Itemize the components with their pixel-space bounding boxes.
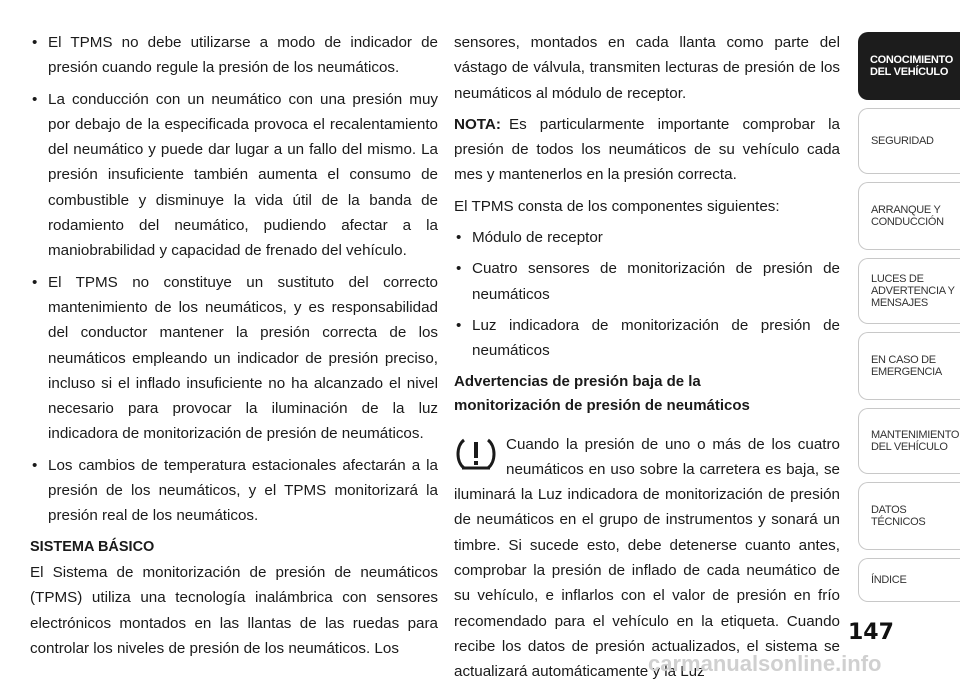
- tab-arranque-y-conduccion[interactable]: ARRANQUE Y CONDUCCIÓN: [858, 182, 960, 250]
- tab-luces-de-advertencia[interactable]: LUCES DE ADVERTENCIA Y MENSAJES: [858, 258, 960, 324]
- list-item: • El TPMS no debe utilizarse a modo de indicador de presión cuando regule la presión de los neumáticos.: [30, 30, 438, 81]
- tpms-warning-icon: [454, 434, 498, 474]
- watermark: carmanualsonline.info: [648, 651, 882, 676]
- warnings-title-line1: Advertencias de presión baja de la: [454, 372, 701, 390]
- list-item: • Luz indicadora de monitorización de presión de neumáticos: [454, 313, 840, 364]
- components-intro: El TPMS consta de los componentes siguientes:: [454, 197, 780, 215]
- warnings-title-line2: monitorización de presión de neumáticos: [454, 396, 750, 414]
- warnings-paragraph: Cuando la presión de uno o más de los cuatro neumáticos en uso sobre la carretera es baja, se iluminará la Luz indicadora de monitorización de presión de neumáticos en el grupo de instrumentos y sonará un timbre. Si sucede esto, debe detenerse cuanto antes, comprobar la presión de inflado de cada neumático de su vehículo, e inflarlos con el valor de presión en frío recomendado para el vehículo en la etiqueta. Cuando recibe los datos de presión actualizados, el sistema se actualizará automáticamente y la Luz: [454, 435, 840, 681]
- list-item: • Los cambios de temperatura estacionales afectarán a la presión de los neumáticos, y el TPMS monitorizará la presión real de los neumáticos.: [30, 453, 438, 529]
- section-paragraph: El Sistema de monitorización de presión de neumáticos (TPMS) utiliza una tecnología inalámbrica con sensores electrónicos montados en las llantas de las ruedas para controlar los niveles de presión de los neumáticos. Los: [30, 563, 438, 657]
- continued-paragraph: sensores, montados en cada llanta como parte del vástago de válvula, transmiten lecturas de presión de los neumáticos al módulo de receptor.: [454, 34, 840, 102]
- tab-datos-tecnicos[interactable]: DATOS TÉCNICOS: [858, 482, 960, 550]
- tab-mantenimiento-del-vehiculo[interactable]: MANTENIMIENTO DEL VEHÍCULO: [858, 408, 960, 474]
- list-item: • Módulo de receptor: [454, 225, 840, 250]
- list-item: • La conducción con un neumático con una presión muy por debajo de la especificada provoca el recalentamiento del neumático y puede dar lugar a un fallo del mismo. La presión insuficiente también aumenta el consumo de combustible y disminuye la vida útil de la banda de rodamiento del neumático, pudiendo afectar a la maniobrabilidad y capacidad de frenado del vehículo.: [30, 87, 438, 264]
- tpms-notes-list: [30, 30, 438, 529]
- list-item: • Cuatro sensores de monitorización de presión de neumáticos: [454, 256, 840, 307]
- left-column: [30, 30, 438, 667]
- nota-paragraph: [454, 112, 840, 188]
- list-item: • El TPMS no constituye un sustituto del correcto mantenimiento de los neumáticos, y es responsabilidad del conductor mantener la presión correcta de los neumáticos empleando un indicador de presión preciso, incluso si el inflado insuficiente no ha alcanzado el nivel necesario para provocar la iluminación de la luz indicadora de monitorización de presión de neumáticos.: [30, 270, 438, 447]
- warnings-block: [454, 432, 840, 685]
- right-column: [454, 30, 840, 691]
- tab-seguridad[interactable]: SEGURIDAD: [858, 108, 960, 174]
- tab-en-caso-de-emergencia[interactable]: EN CASO DE EMERGENCIA: [858, 332, 960, 400]
- section-title-sistema-basico: SISTEMA BÁSICO: [30, 538, 155, 555]
- tab-conocimiento-del-vehiculo[interactable]: CONOCIMIENTO DEL VEHÍCULO: [858, 32, 960, 100]
- tab-indice[interactable]: ÍNDICE: [858, 558, 960, 602]
- components-list: [454, 225, 840, 363]
- nota-label: NOTA:: [454, 115, 501, 133]
- page-number: 147: [848, 620, 894, 645]
- warnings-title: [454, 370, 840, 418]
- nota-text: Es particularmente importante comprobar la presión de todos los neumáticos de su vehículo cada mes y mantenerlos en la presión correcta.: [454, 115, 840, 184]
